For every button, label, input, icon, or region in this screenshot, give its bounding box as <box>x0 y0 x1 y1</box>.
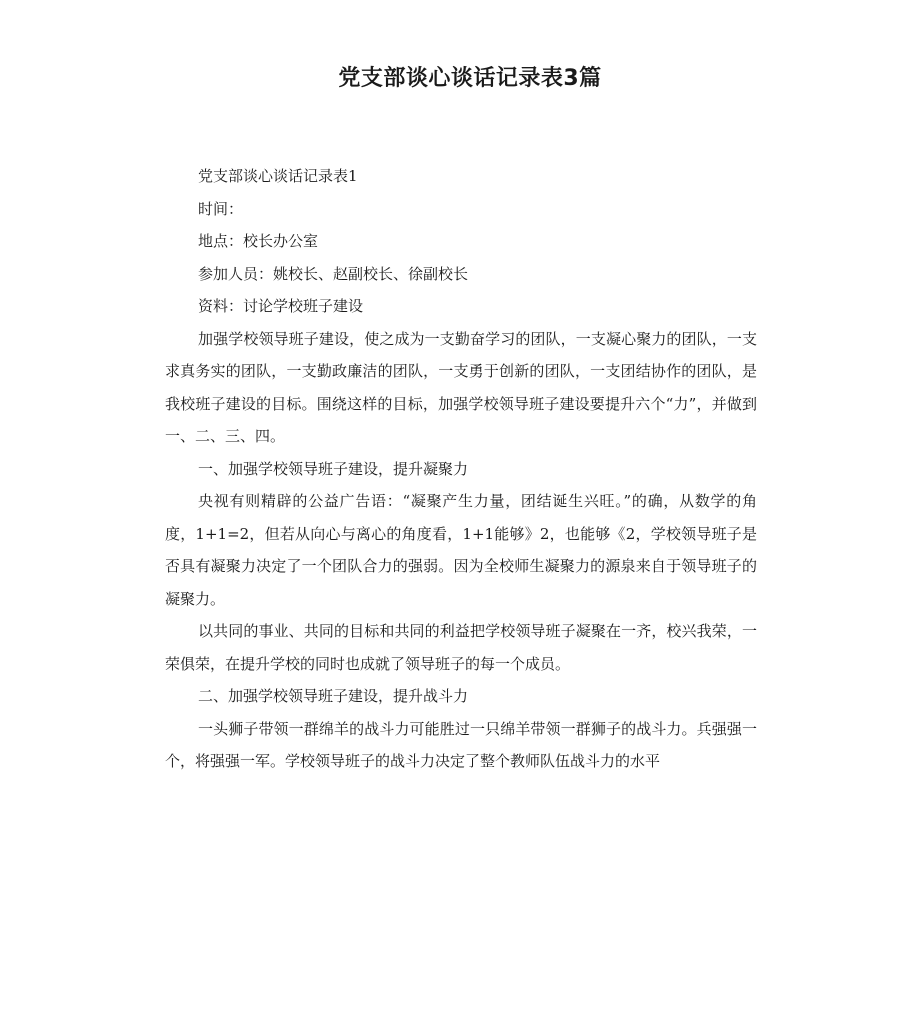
paragraph-shared-goals: 以共同的事业、共同的目标和共同的利益把学校领导班子凝聚在一齐，校兴我荣，一荣俱荣，在提升学校的同时也成就了领导班子的每一个成员。 <box>165 622 757 673</box>
paragraph-time: 时间： <box>198 199 244 218</box>
paragraph-intro: 加强学校领导班子建设，使之成为一支勤奋学习的团队，一支凝心聚力的团队，一支求真务实的团队，一支勤政廉洁的团队，一支勇于创新的团队，一支团结协作的团队，是我校班子建设的目标。围绕这样的目标，加强学校领导班子建设要提升六个“力”，并做到一、二、三、四。 <box>165 329 757 445</box>
section-heading-combat: 二、加强学校领导班子建设，提升战斗力 <box>198 687 469 705</box>
section-heading-cohesion: 一、加强学校领导班子建设，提升凝聚力 <box>198 459 469 478</box>
document-title: 党支部谈心谈话记录表3篇 <box>338 66 602 91</box>
paragraph-cohesion: 央视有则精辟的公益广告语：“凝聚产生力量，团结诞生兴旺。”的确，从数学的角度，1+1=2，但若从向心与离心的角度看，1+1能够》2，也能够《2，学校领导班子是否具有凝聚力决定了一个团队合力的强弱。因为全校师生凝聚力的源泉来自于领导班子的凝聚力。 <box>165 492 757 608</box>
paragraph-location: 地点：校长办公室 <box>198 232 319 250</box>
paragraph-topic: 资料：讨论学校班子建设 <box>198 297 364 315</box>
paragraph-record-heading: 党支部谈心谈话记录表1 <box>198 167 358 185</box>
document-body <box>165 160 757 778</box>
paragraph-participants: 参加人员：姚校长、赵副校长、徐副校长 <box>198 264 469 283</box>
paragraph-combat: 一头狮子带领一群绵羊的战斗力可能胜过一只绵羊带领一群狮子的战斗力。兵强强一个，将强强一军。学校领导班子的战斗力决定了整个教师队伍战斗力的水平 <box>165 719 757 770</box>
